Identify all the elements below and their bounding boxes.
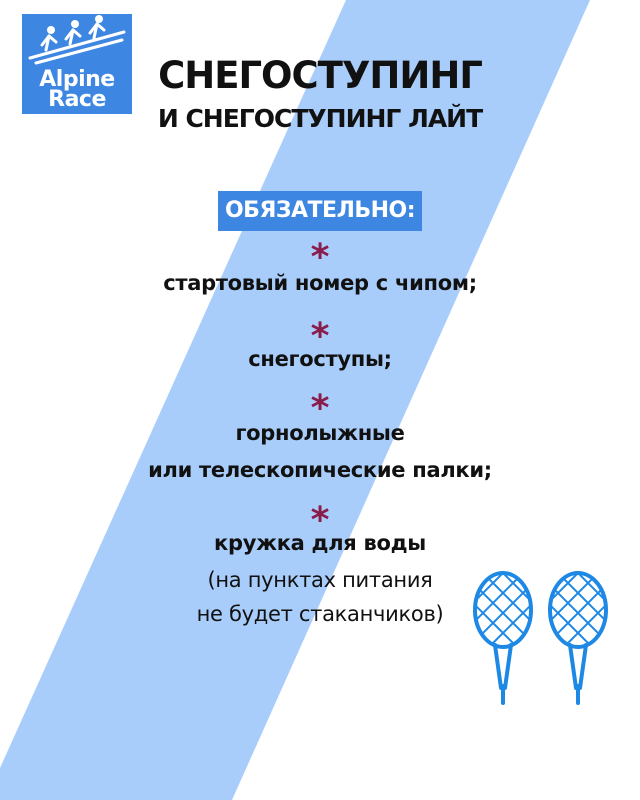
list-item-poles-line1: горнолыжные bbox=[235, 421, 405, 445]
page-title: СНЕГОСТУПИНГ bbox=[158, 54, 482, 97]
list-item-cup-line1: кружка для воды bbox=[214, 531, 426, 555]
list-item-cup-line2: (на пунктах питания bbox=[207, 568, 433, 592]
asterisk-icon: * bbox=[310, 388, 330, 429]
asterisk-icon: * bbox=[310, 316, 330, 357]
required-badge: ОБЯЗАТЕЛЬНО: bbox=[218, 191, 422, 231]
list-item-poles-line2: или телескопические палки; bbox=[148, 458, 492, 482]
list-item-snowshoes: снегоступы; bbox=[248, 347, 392, 371]
asterisk-icon: * bbox=[310, 500, 330, 541]
list-item-bib: стартовый номер с чипом; bbox=[163, 271, 477, 295]
logo-text-race: Race bbox=[48, 87, 106, 112]
logo-text-alpine: Alpine bbox=[39, 67, 115, 92]
page-subtitle: И СНЕГОСТУПИНГ ЛАЙТ bbox=[157, 104, 483, 133]
list-item-cup-line3: не будет стаканчиков) bbox=[196, 602, 444, 626]
asterisk-icon: * bbox=[310, 237, 330, 278]
snowshoes-icon bbox=[465, 570, 620, 715]
